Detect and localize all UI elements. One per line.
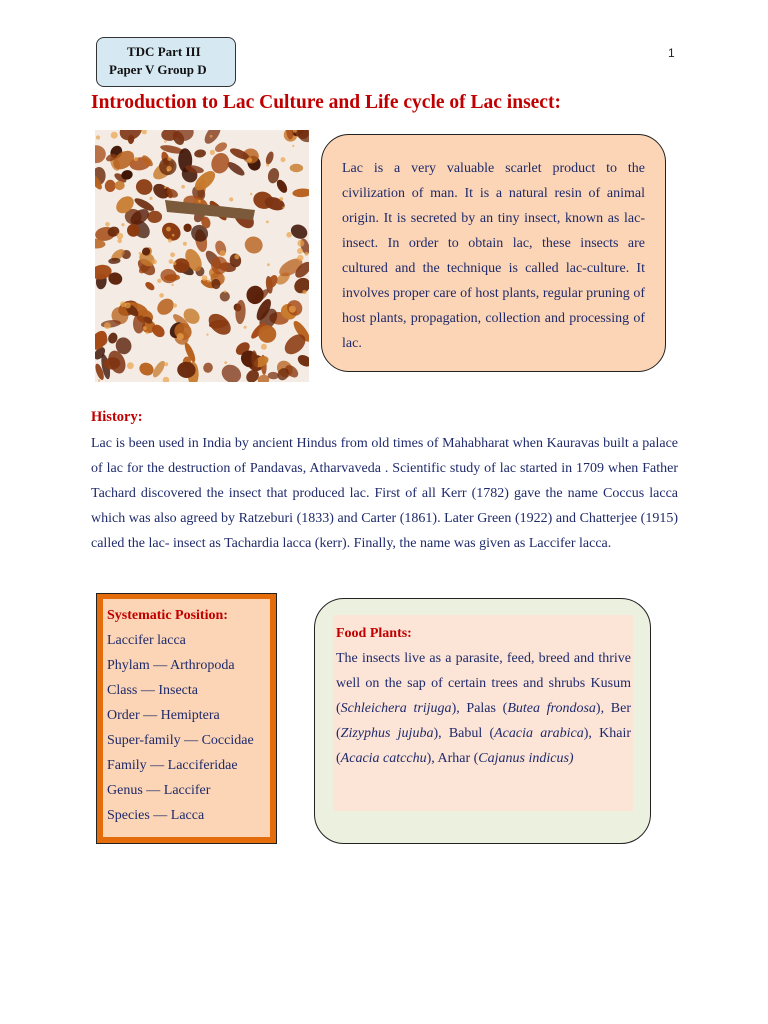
course-label-box bbox=[96, 37, 236, 87]
lac-highlight bbox=[234, 254, 239, 259]
food-plants-heading: Food Plants: bbox=[336, 626, 412, 641]
lac-highlight bbox=[282, 206, 284, 208]
lac-highlight bbox=[210, 150, 215, 155]
lac-highlight bbox=[220, 250, 226, 256]
food-plants-box bbox=[314, 598, 651, 844]
lac-highlight bbox=[224, 290, 227, 293]
lac-highlight bbox=[198, 200, 201, 203]
lac-highlight bbox=[152, 259, 157, 264]
food-plants-text: The insects live as a parasite, feed, breed and thrive well on the sap of certain trees and shrubs Kusum (Schleichera trijuga), Palas (Butea frondosa), Ber (Zizyphus jujuba), Babul (Acacia arabica), Khair (Acacia catcchu), Arhar (Cajanus indicus) bbox=[336, 651, 631, 766]
lac-highlight bbox=[302, 290, 306, 294]
taxonomy-line: Class — Insecta bbox=[107, 683, 198, 698]
lac-highlight bbox=[159, 293, 164, 298]
lac-flake bbox=[173, 258, 189, 273]
page-title: Introduction to Lac Culture and Life cycle of Lac insect: bbox=[91, 92, 561, 113]
lac-highlight bbox=[266, 221, 269, 224]
systematic-position-panel bbox=[103, 599, 270, 837]
course-label-line1: TDC Part III bbox=[127, 44, 201, 59]
lac-highlight bbox=[164, 140, 166, 142]
lac-highlight bbox=[289, 306, 296, 313]
lac-highlight bbox=[139, 252, 142, 255]
lac-highlight bbox=[173, 262, 176, 265]
lac-highlight bbox=[146, 332, 149, 335]
lac-resin-picture bbox=[95, 130, 309, 382]
lac-highlight bbox=[266, 164, 269, 167]
lac-highlight bbox=[127, 362, 134, 369]
lac-highlight bbox=[247, 157, 252, 162]
lac-resin-image bbox=[95, 130, 309, 382]
lac-highlight bbox=[206, 334, 208, 336]
lac-highlight bbox=[292, 145, 294, 147]
lac-highlight bbox=[167, 157, 171, 161]
course-label-line2: Paper V Group D bbox=[109, 62, 207, 77]
lac-highlight bbox=[168, 238, 172, 242]
lac-highlight bbox=[117, 239, 122, 244]
lac-highlight bbox=[121, 223, 124, 226]
lac-highlight bbox=[207, 280, 210, 283]
lac-highlight bbox=[105, 222, 110, 227]
intro-callout: Lac is a very valuable scarlet product to the civilization of man. It is a natural resin of animal origin. It is secreted by an tiny insect, known as lac-insect. In order to obtain lac, these insects are cultured and the technique is called lac-culture. It involves proper care of host plants, regular pruning of host plants, propagation, collection and processing of lac. bbox=[321, 134, 666, 372]
lac-highlight bbox=[305, 252, 309, 256]
systematic-position-box bbox=[96, 593, 277, 844]
lac-highlight bbox=[267, 263, 270, 266]
lac-highlight bbox=[173, 303, 177, 307]
lac-highlight bbox=[171, 284, 173, 286]
lac-highlight bbox=[223, 277, 225, 279]
lac-highlight bbox=[279, 197, 283, 201]
lac-highlight bbox=[157, 279, 161, 283]
lac-highlight bbox=[170, 252, 175, 257]
lac-highlight bbox=[98, 379, 100, 381]
lac-highlight bbox=[104, 322, 111, 329]
lac-highlight bbox=[183, 242, 187, 246]
taxonomy-line: Order — Hemiptera bbox=[107, 708, 220, 723]
taxonomy-line: Genus — Laccifer bbox=[107, 783, 211, 798]
lac-highlight bbox=[297, 255, 303, 261]
lac-highlight bbox=[143, 326, 147, 330]
lac-highlight bbox=[166, 227, 171, 232]
food-plants-panel bbox=[333, 615, 633, 811]
lac-highlight bbox=[261, 344, 267, 350]
lac-highlight bbox=[96, 135, 100, 139]
taxonomy-line: Species — Lacca bbox=[107, 808, 205, 823]
lac-highlight bbox=[210, 135, 213, 138]
lac-highlight bbox=[244, 326, 247, 329]
page-number: 1 bbox=[668, 46, 675, 60]
lac-highlight bbox=[250, 193, 252, 195]
lac-highlight bbox=[177, 333, 184, 340]
lac-highlight bbox=[149, 197, 152, 200]
lac-highlight bbox=[164, 362, 168, 366]
systematic-position-heading: Systematic Position: bbox=[107, 608, 228, 623]
lac-highlight bbox=[181, 185, 185, 189]
taxonomy-line: Family — Lacciferidae bbox=[107, 758, 238, 773]
taxonomy-line: Phylam — Arthropoda bbox=[107, 658, 235, 673]
lac-highlight bbox=[297, 240, 304, 247]
lac-highlight bbox=[297, 248, 303, 254]
history-paragraph: Lac is been used in India by ancient Hindus from old times of Mahabharat when Kauravas built a palace of lac for the destruction of Pandavas, Atharvaveda . Scientific study of lac started in 1709 when Father Tachard discovered the insect that produced lac. First of all Kerr (1782) gave the name Coccus lacca which was also agreed by Ratzeburi (1833) and Carter (1861). Later Green (1922) and Chatterjee (1915) called the lac- insect as Tachardia lacca (kerr). Finally, the name was given as Laccifer lacca. bbox=[91, 436, 678, 551]
lac-highlight bbox=[224, 361, 227, 364]
lac-highlight bbox=[169, 259, 174, 264]
lac-highlight bbox=[134, 157, 138, 161]
lac-highlight bbox=[120, 301, 126, 307]
lac-highlight bbox=[281, 157, 286, 162]
lac-flake bbox=[127, 224, 140, 237]
history-heading: History: bbox=[91, 409, 143, 425]
lac-highlight bbox=[202, 275, 208, 281]
lac-highlight bbox=[111, 132, 118, 139]
lac-highlight bbox=[172, 234, 175, 237]
lac-highlight bbox=[117, 233, 124, 240]
lac-highlight bbox=[164, 186, 167, 189]
taxonomy-line: Laccifer lacca bbox=[107, 633, 186, 648]
lac-highlight bbox=[167, 169, 170, 172]
lac-highlight bbox=[286, 232, 292, 238]
taxonomy-line: Super-family — Coccidae bbox=[107, 733, 254, 748]
lac-highlight bbox=[229, 197, 233, 201]
